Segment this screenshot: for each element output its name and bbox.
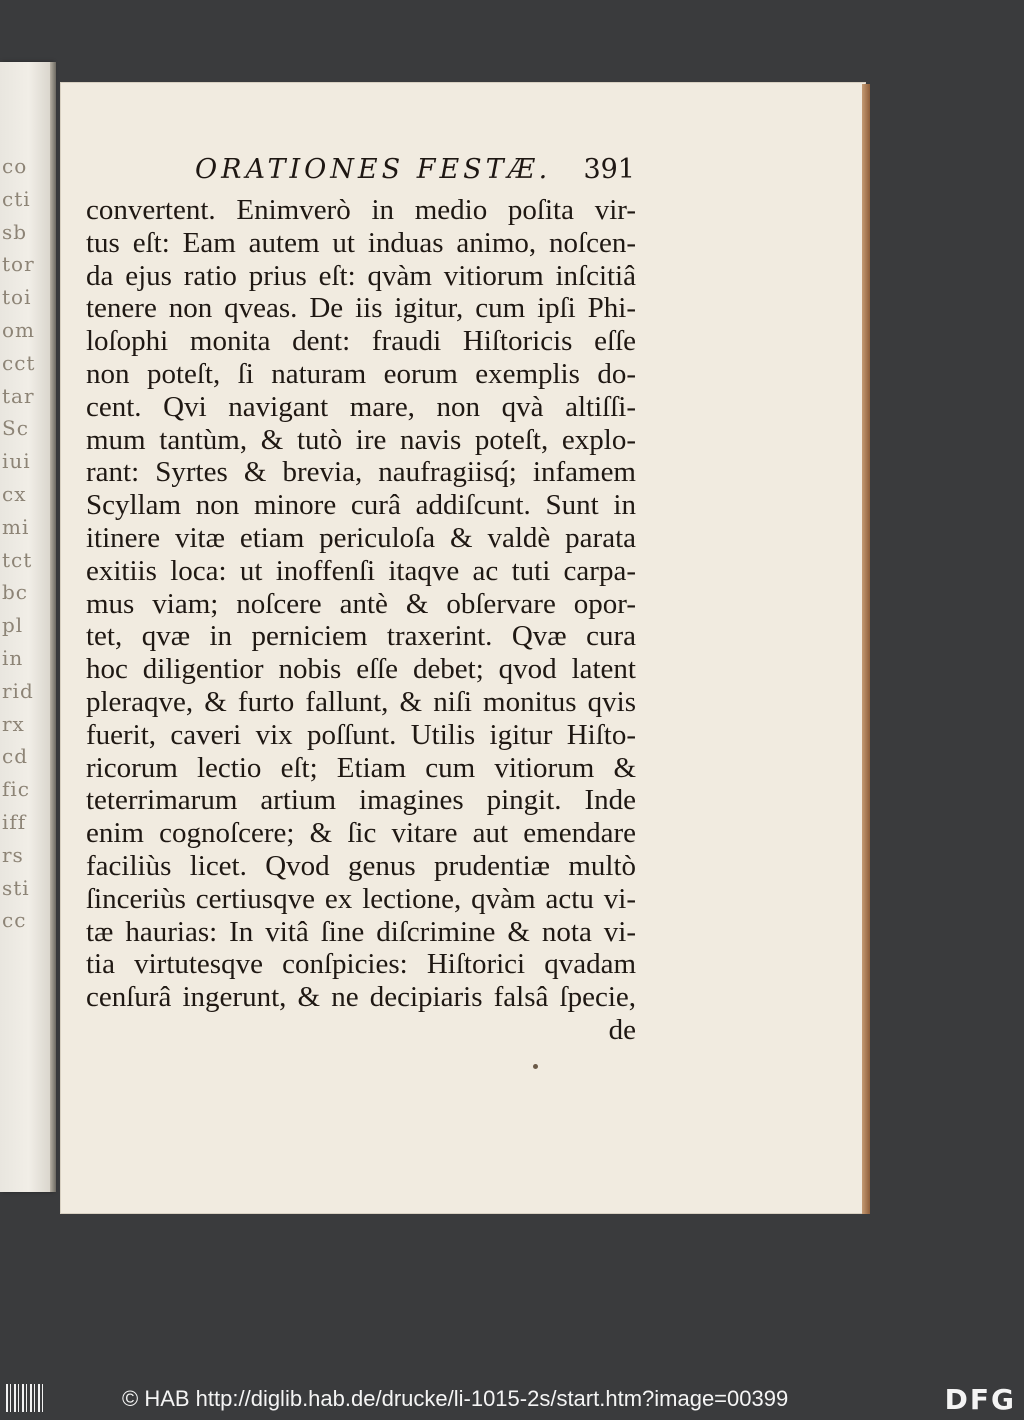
left-page-edge xyxy=(50,62,56,1192)
left-page-text-fragment: cx xyxy=(2,482,27,506)
left-page-text-fragment: sti xyxy=(2,875,30,900)
page-header xyxy=(195,150,635,194)
left-page-text-fragment: rid xyxy=(2,678,34,703)
left-page-text-fragment: rs xyxy=(2,842,24,867)
barcode-logo-icon xyxy=(6,1384,44,1412)
text-line: ſinceriùs certiusqve ex lectione, qvàm actu vi- xyxy=(86,882,636,915)
viewer-footer xyxy=(0,1378,1024,1420)
text-line: itinere vitæ etiam periculoſa & valdè parata xyxy=(86,521,636,554)
catchword: de xyxy=(608,1013,636,1046)
dfg-logo: DFG xyxy=(944,1383,1016,1416)
text-line: tæ haurias: In vitâ ſine diſcrimine & nota vi- xyxy=(86,915,636,948)
left-page-text-fragment: cti xyxy=(2,186,31,211)
printer-ornament-dot xyxy=(533,1064,538,1069)
copyright-credit-link[interactable]: © HAB http://diglib.hab.de/drucke/li-1015-2s/start.htm?image=00399 xyxy=(122,1386,789,1411)
left-facing-page xyxy=(0,62,52,1192)
body-text xyxy=(86,194,636,1047)
left-page-text-fragment: iui xyxy=(2,449,31,474)
text-line: ricorum lectio eſt; Etiam cum vitiorum & xyxy=(86,751,636,784)
left-page-text-fragment: pl xyxy=(2,613,24,638)
left-page-text-fragment: in xyxy=(2,646,24,670)
left-page-text-fragment: co xyxy=(2,154,28,178)
text-line: da ejus ratio prius eſt: qvàm vitiorum inſcitiâ xyxy=(86,259,636,292)
left-page-text-fragment: bc xyxy=(2,580,29,605)
text-line: convertent. Enimverò in medio poſita vir- xyxy=(86,194,636,226)
text-line: exitiis loca: ut inoffenſi itaqve ac tuti carpa- xyxy=(86,554,636,587)
left-page-text-fragment: cc xyxy=(2,908,27,933)
text-line: tus eſt: Eam autem ut induas animo, noſcen- xyxy=(86,226,636,259)
left-page-text-fragment: rx xyxy=(2,711,25,736)
left-page-text-fragment: tor xyxy=(2,252,35,277)
page-edge xyxy=(862,84,870,1214)
page-number: 391 xyxy=(583,154,635,185)
left-page-text-fragment: mi xyxy=(2,514,30,539)
left-page-text-fragment: toi xyxy=(2,285,32,310)
left-page-text-fragment: tct xyxy=(2,547,33,572)
running-title: ORATIONES FESTÆ. xyxy=(195,154,552,185)
text-line: teterrimarum artium imagines pingit. Inde xyxy=(86,784,636,817)
left-page-text-fragment: fic xyxy=(2,777,30,802)
text-line: Scyllam non minore curâ addiſcunt. Sunt in xyxy=(86,489,636,522)
text-line: mum tantùm, & tutò ire navis poteſt, explo- xyxy=(86,423,636,456)
left-page-text-fragment: tar xyxy=(2,383,35,408)
text-line: cent. Qvi navigant mare, non qvà altiſſi- xyxy=(86,390,636,423)
text-line: rant: Syrtes & brevia, naufragiisq́; infamem xyxy=(86,456,636,489)
text-line: loſophi monita dent: fraudi Hiſtoricis eſſe xyxy=(86,325,636,358)
text-line: pleraqve, & furto fallunt, & niſi monitus qvis xyxy=(86,685,636,718)
text-line: tia virtutesqve conſpicies: Hiſtorici qvadam xyxy=(86,948,636,981)
left-page-text-fragment: om xyxy=(2,318,36,342)
left-page-text-fragment: sb xyxy=(2,219,28,244)
text-line: cenſurâ ingerunt, & ne decipiaris falsâ ſpecie, xyxy=(86,981,636,1014)
left-page-text-fragment: Sc xyxy=(2,416,29,441)
left-page-text-fragment: iff xyxy=(2,810,27,834)
text-line: fuerit, caveri vix poſſunt. Utilis igitur Hiſto- xyxy=(86,718,636,751)
text-line: faciliùs licet. Qvod genus prudentiæ multò xyxy=(86,849,636,882)
left-page-text-fragment: cd xyxy=(2,744,29,769)
text-line: mus viam; noſcere antè & obſervare opor- xyxy=(86,587,636,620)
text-line: hoc diligentior nobis eſſe debet; qvod latent xyxy=(86,653,636,686)
text-line: tet, qvæ in perniciem traxerint. Qvæ cura xyxy=(86,620,636,653)
left-page-text-fragment: cct xyxy=(2,350,36,375)
text-line: tenere non qveas. De iis igitur, cum ipſi Phi- xyxy=(86,292,636,325)
text-line: non poteſt, ſi naturam eorum exemplis do- xyxy=(86,357,636,390)
text-line: enim cognoſcere; & ſic vitare aut emendare xyxy=(86,817,636,850)
